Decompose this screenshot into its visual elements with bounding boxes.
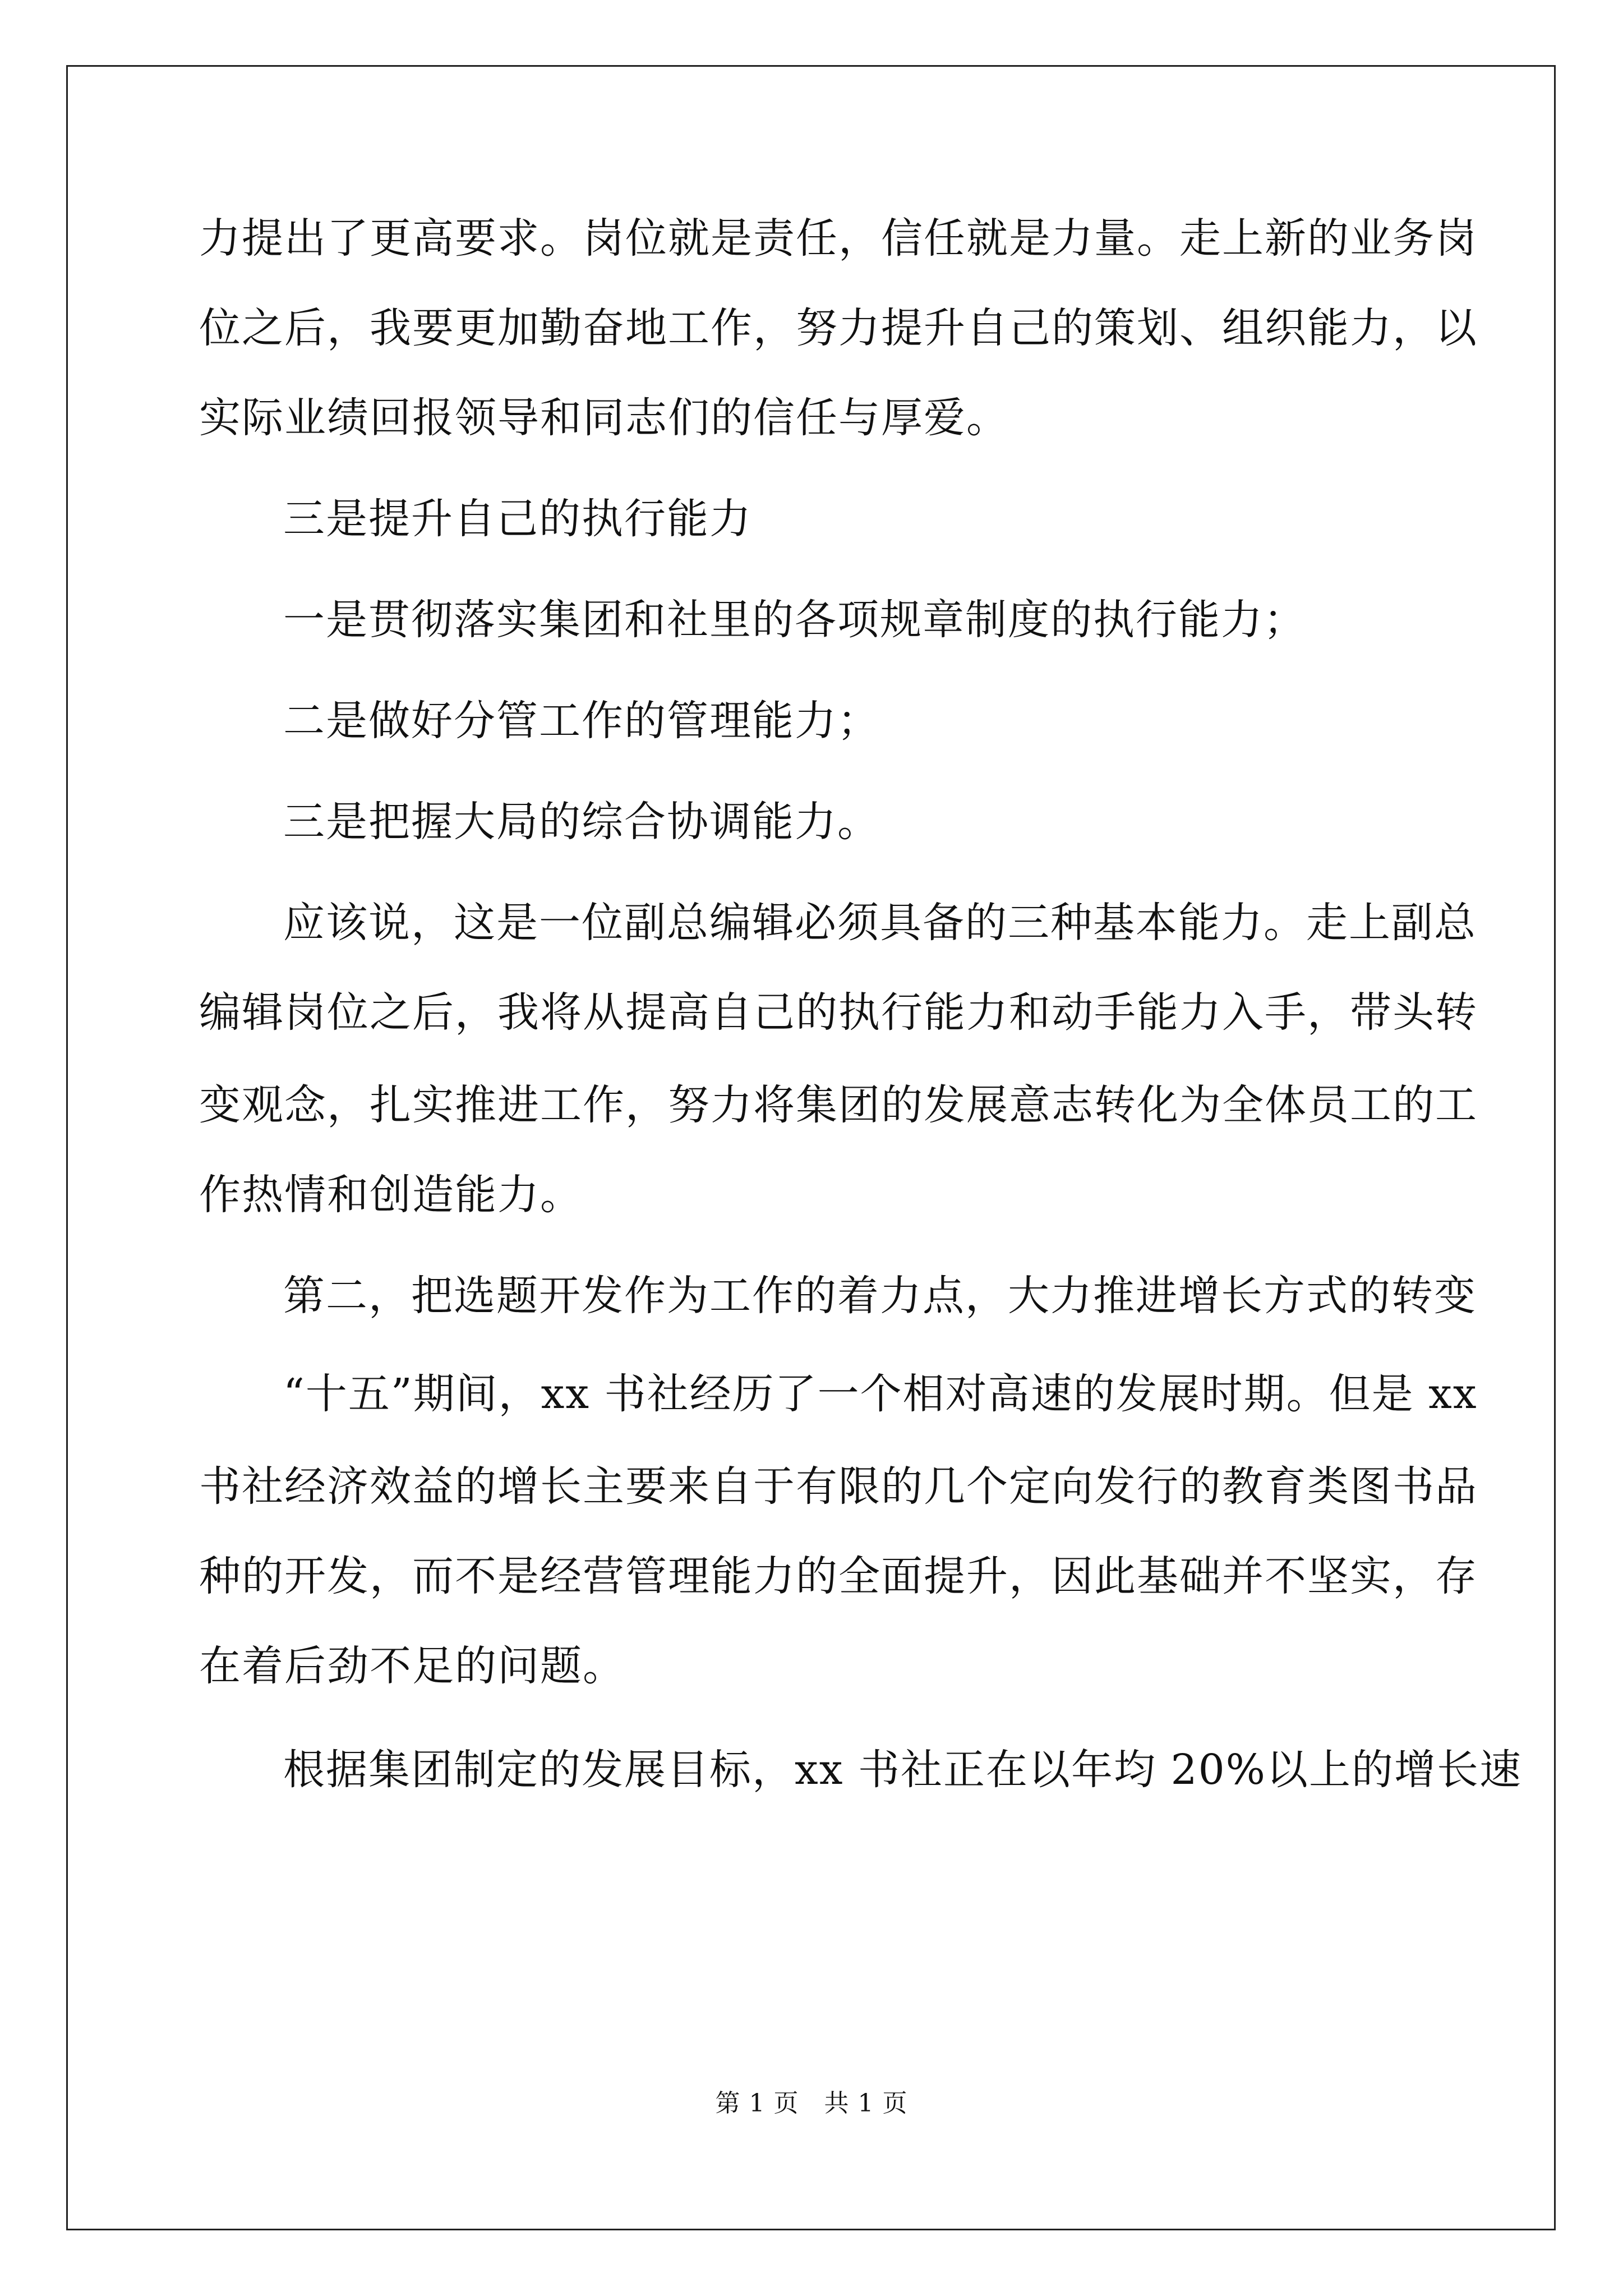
text-line: “十五”期间，xx 书社经历了一个相对高速的发展时期。但是 xx <box>283 1370 1478 1418</box>
text-line: 位之后，我要更加勤奋地工作，努力提升自己的策划、组织能力，以 <box>199 304 1478 352</box>
text-line: 变观念，扎实推进工作，努力将集团的发展意志转化为全体员工的工 <box>199 1081 1478 1129</box>
text-line: 实际业绩回报领导和同志们的信任与厚爱。 <box>199 394 1009 442</box>
text-line: 种的开发，而不是经营管理能力的全面提升，因此基础并不坚实，存 <box>199 1552 1478 1600</box>
section-heading: 第二，把选题开发作为工作的着力点，大力推进增长方式的转变 <box>283 1272 1477 1320</box>
text-line: 书社经济效益的增长主要来自于有限的几个定向发行的教育类图书品 <box>199 1462 1478 1511</box>
text-line: 应该说，这是一位副总编辑必须具备的三种基本能力。走上副总 <box>283 899 1477 947</box>
page-number-footer: 第 1 页 共 1 页 <box>715 2089 908 2118</box>
text-line: 三是把握大局的综合协调能力。 <box>283 798 880 846</box>
text-line: 力提出了更高要求。岗位就是责任，信任就是力量。走上新的业务岗 <box>199 214 1478 263</box>
text-line: 二是做好分管工作的管理能力； <box>283 697 880 745</box>
text-line: 在着后劲不足的问题。 <box>199 1642 625 1690</box>
text-line: 编辑岗位之后，我将从提高自己的执行能力和动手能力入手，带头转 <box>199 988 1478 1037</box>
text-line: 一是贯彻落实集团和社里的各项规章制度的执行能力； <box>283 596 1306 644</box>
text-line: 根据集团制定的发展目标，xx 书社正在以年均 20%以上的增长速 <box>283 1746 1522 1794</box>
text-line: 作热情和创造能力。 <box>199 1171 583 1219</box>
section-heading: 三是提升自己的执行能力 <box>283 495 752 543</box>
